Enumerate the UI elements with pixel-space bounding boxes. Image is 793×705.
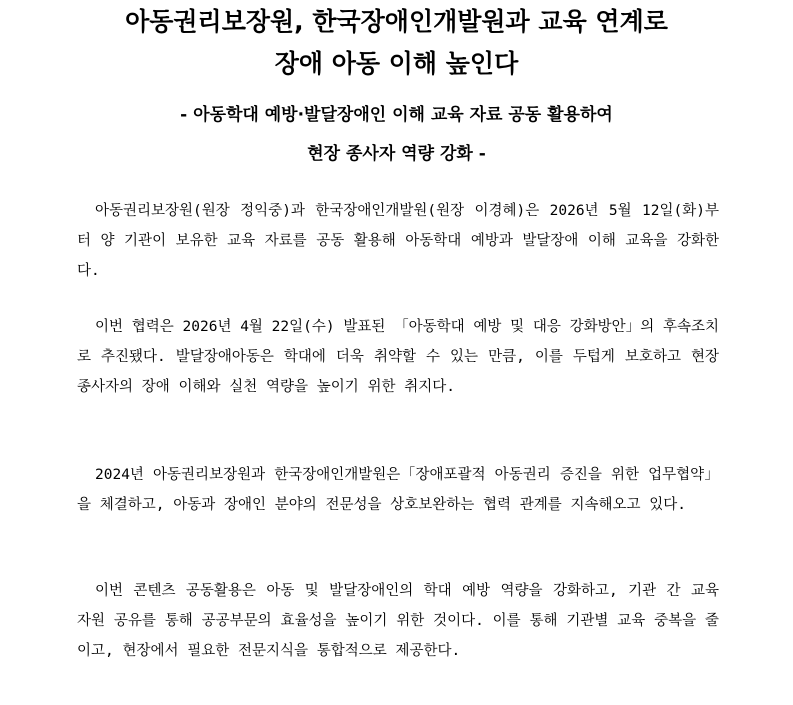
subheadline-line-1: - 아동학대 예방·발달장애인 이해 교육 자료 공동 활용하여 <box>180 105 613 125</box>
body-paragraph-2 <box>77 312 719 402</box>
body-paragraph-3 <box>77 460 719 520</box>
paragraph-text: 이번 협력은 2026년 4월 22일(수) 발표된 「아동학대 예방 및 대응 강화방안」의 후속조치로 추진됐다. 발달장애아동은 학대에 더욱 취약할 수 있는 만큼, 이를 두텁게 보호하고 현장 종사자의 장애 이해와 실천 역량을 높이기 위한 취지다. <box>77 319 719 395</box>
subheadline-line-2: 현장 종사자 역량 강화 - <box>307 144 486 164</box>
headline-line-2: 장애 아동 이해 높인다 <box>274 49 519 78</box>
headline-line-1: 아동권리보장원, 한국장애인개발원과 교육 연계로 <box>125 7 668 36</box>
paragraph-text: 2024년 아동권리보장원과 한국장애인개발원은「장애포괄적 아동권리 증진을 위한 업무협약」을 체결하고, 아동과 장애인 분야의 전문성을 상호보완하는 협력 관계를 지속해오고 있다. <box>77 467 719 513</box>
paragraph-text: 이번 콘텐츠 공동활용은 아동 및 발달장애인의 학대 예방 역량을 강화하고, 기관 간 교육 자원 공유를 통해 공공부문의 효율성을 높이기 위한 것이다. 이를 통해 기관별 교육 중복을 줄이고, 현장에서 필요한 전문지식을 통합적으로 제공한다. <box>77 583 719 659</box>
body-paragraph-4 <box>77 576 719 666</box>
body-paragraph-1 <box>77 196 719 286</box>
paragraph-text: 아동권리보장원(원장 정익중)과 한국장애인개발원(원장 이경혜)은 2026년 5월 12일(화)부터 양 기관이 보유한 교육 자료를 공동 활용해 아동학대 예방과 발달장애 이해 교육을 강화한다. <box>77 203 719 279</box>
